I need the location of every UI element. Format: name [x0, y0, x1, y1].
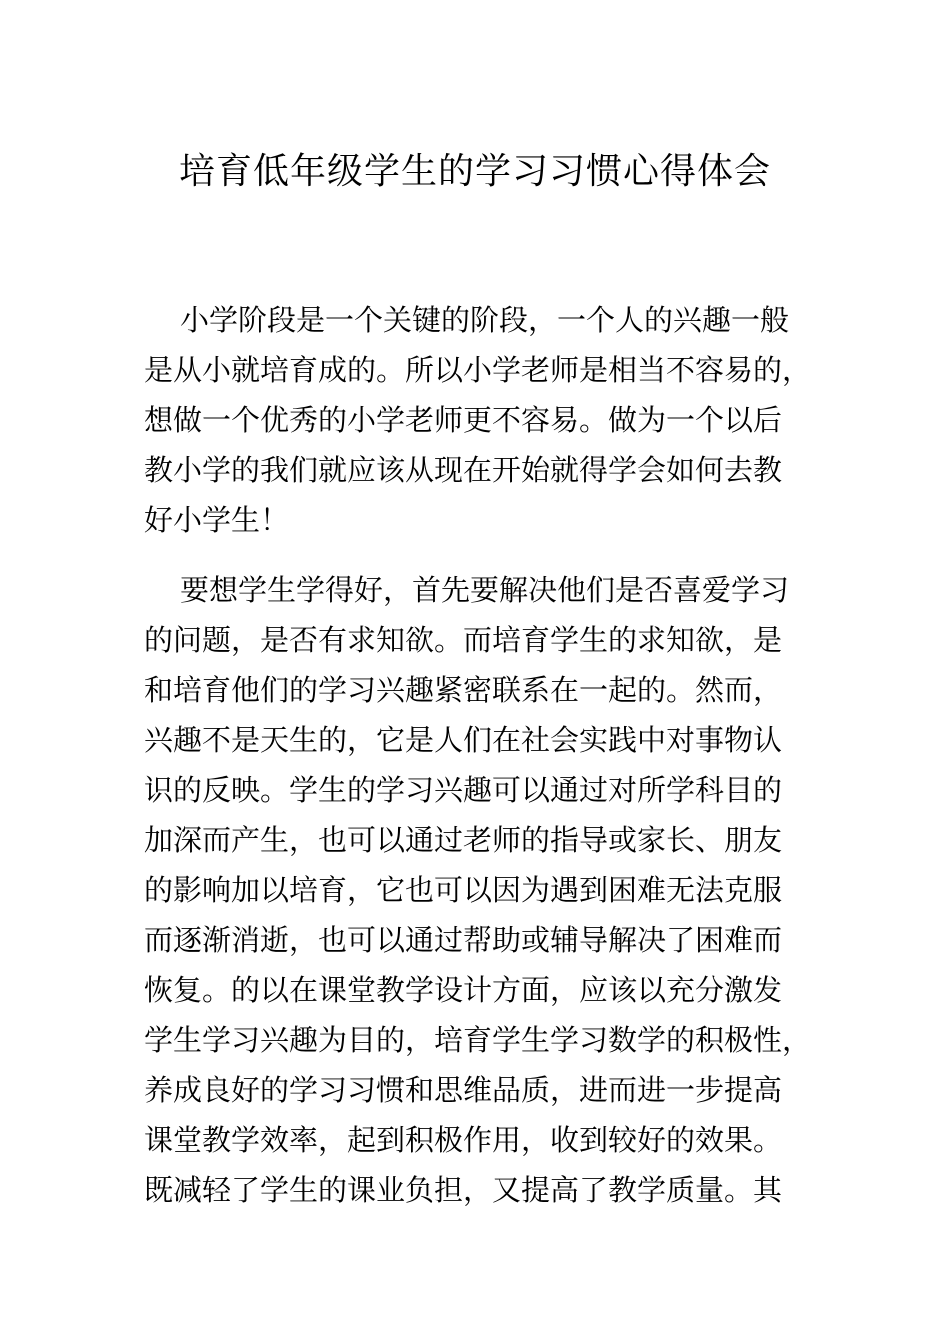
paragraph-line: 小学阶段是一个关键的阶段，一个人的兴趣一般 — [180, 303, 790, 337]
paragraph-line: 是从小就培育成的。所以小学老师是相当不容易的， — [144, 353, 812, 387]
paragraph-line: 既减轻了学生的课业负担，又提高了教学质量。其 — [144, 1173, 783, 1207]
paragraph-line: 和培育他们的学习兴趣紧密联系在一起的。然而， — [144, 673, 783, 707]
paragraph-line: 学生学习兴趣为目的，培育学生学习数学的积极性， — [144, 1023, 812, 1057]
paragraph-line: 加深而产生，也可以通过老师的指导或家长、朋友 — [144, 823, 783, 857]
paragraph-line: 识的反映。学生的学习兴趣可以通过对所学科目的 — [144, 773, 783, 807]
paragraph-line: 课堂教学效率，起到积极作用，收到较好的效果。 — [144, 1123, 783, 1157]
paragraph-line: 好小学生！ — [144, 503, 290, 537]
paragraph-line: 恢复。的以在课堂教学设计方面，应该以充分激发 — [144, 973, 783, 1007]
paragraph-line: 的影响加以培育，它也可以因为遇到困难无法克服 — [144, 873, 783, 907]
paragraph-line: 想做一个优秀的小学老师更不容易。做为一个以后 — [144, 403, 783, 437]
paragraph-line: 养成良好的学习习惯和思维品质，进而进一步提高 — [144, 1073, 783, 1107]
document-title: 培育低年级学生的学习习惯心得体会 — [178, 151, 771, 192]
paragraph-1 — [144, 295, 814, 545]
paragraph-line: 教小学的我们就应该从现在开始就得学会如何去教 — [144, 453, 783, 487]
paragraph-line: 的问题，是否有求知欲。而培育学生的求知欲，是 — [144, 623, 783, 657]
paragraph-line: 要想学生学得好，首先要解决他们是否喜爱学习 — [180, 573, 790, 607]
paragraph-line: 兴趣不是天生的，它是人们在社会实践中对事物认 — [144, 723, 783, 757]
paragraph-line: 而逐渐消逝，也可以通过帮助或辅导解决了困难而 — [144, 923, 783, 957]
paragraph-2 — [144, 565, 814, 1215]
document-body — [144, 295, 814, 1215]
